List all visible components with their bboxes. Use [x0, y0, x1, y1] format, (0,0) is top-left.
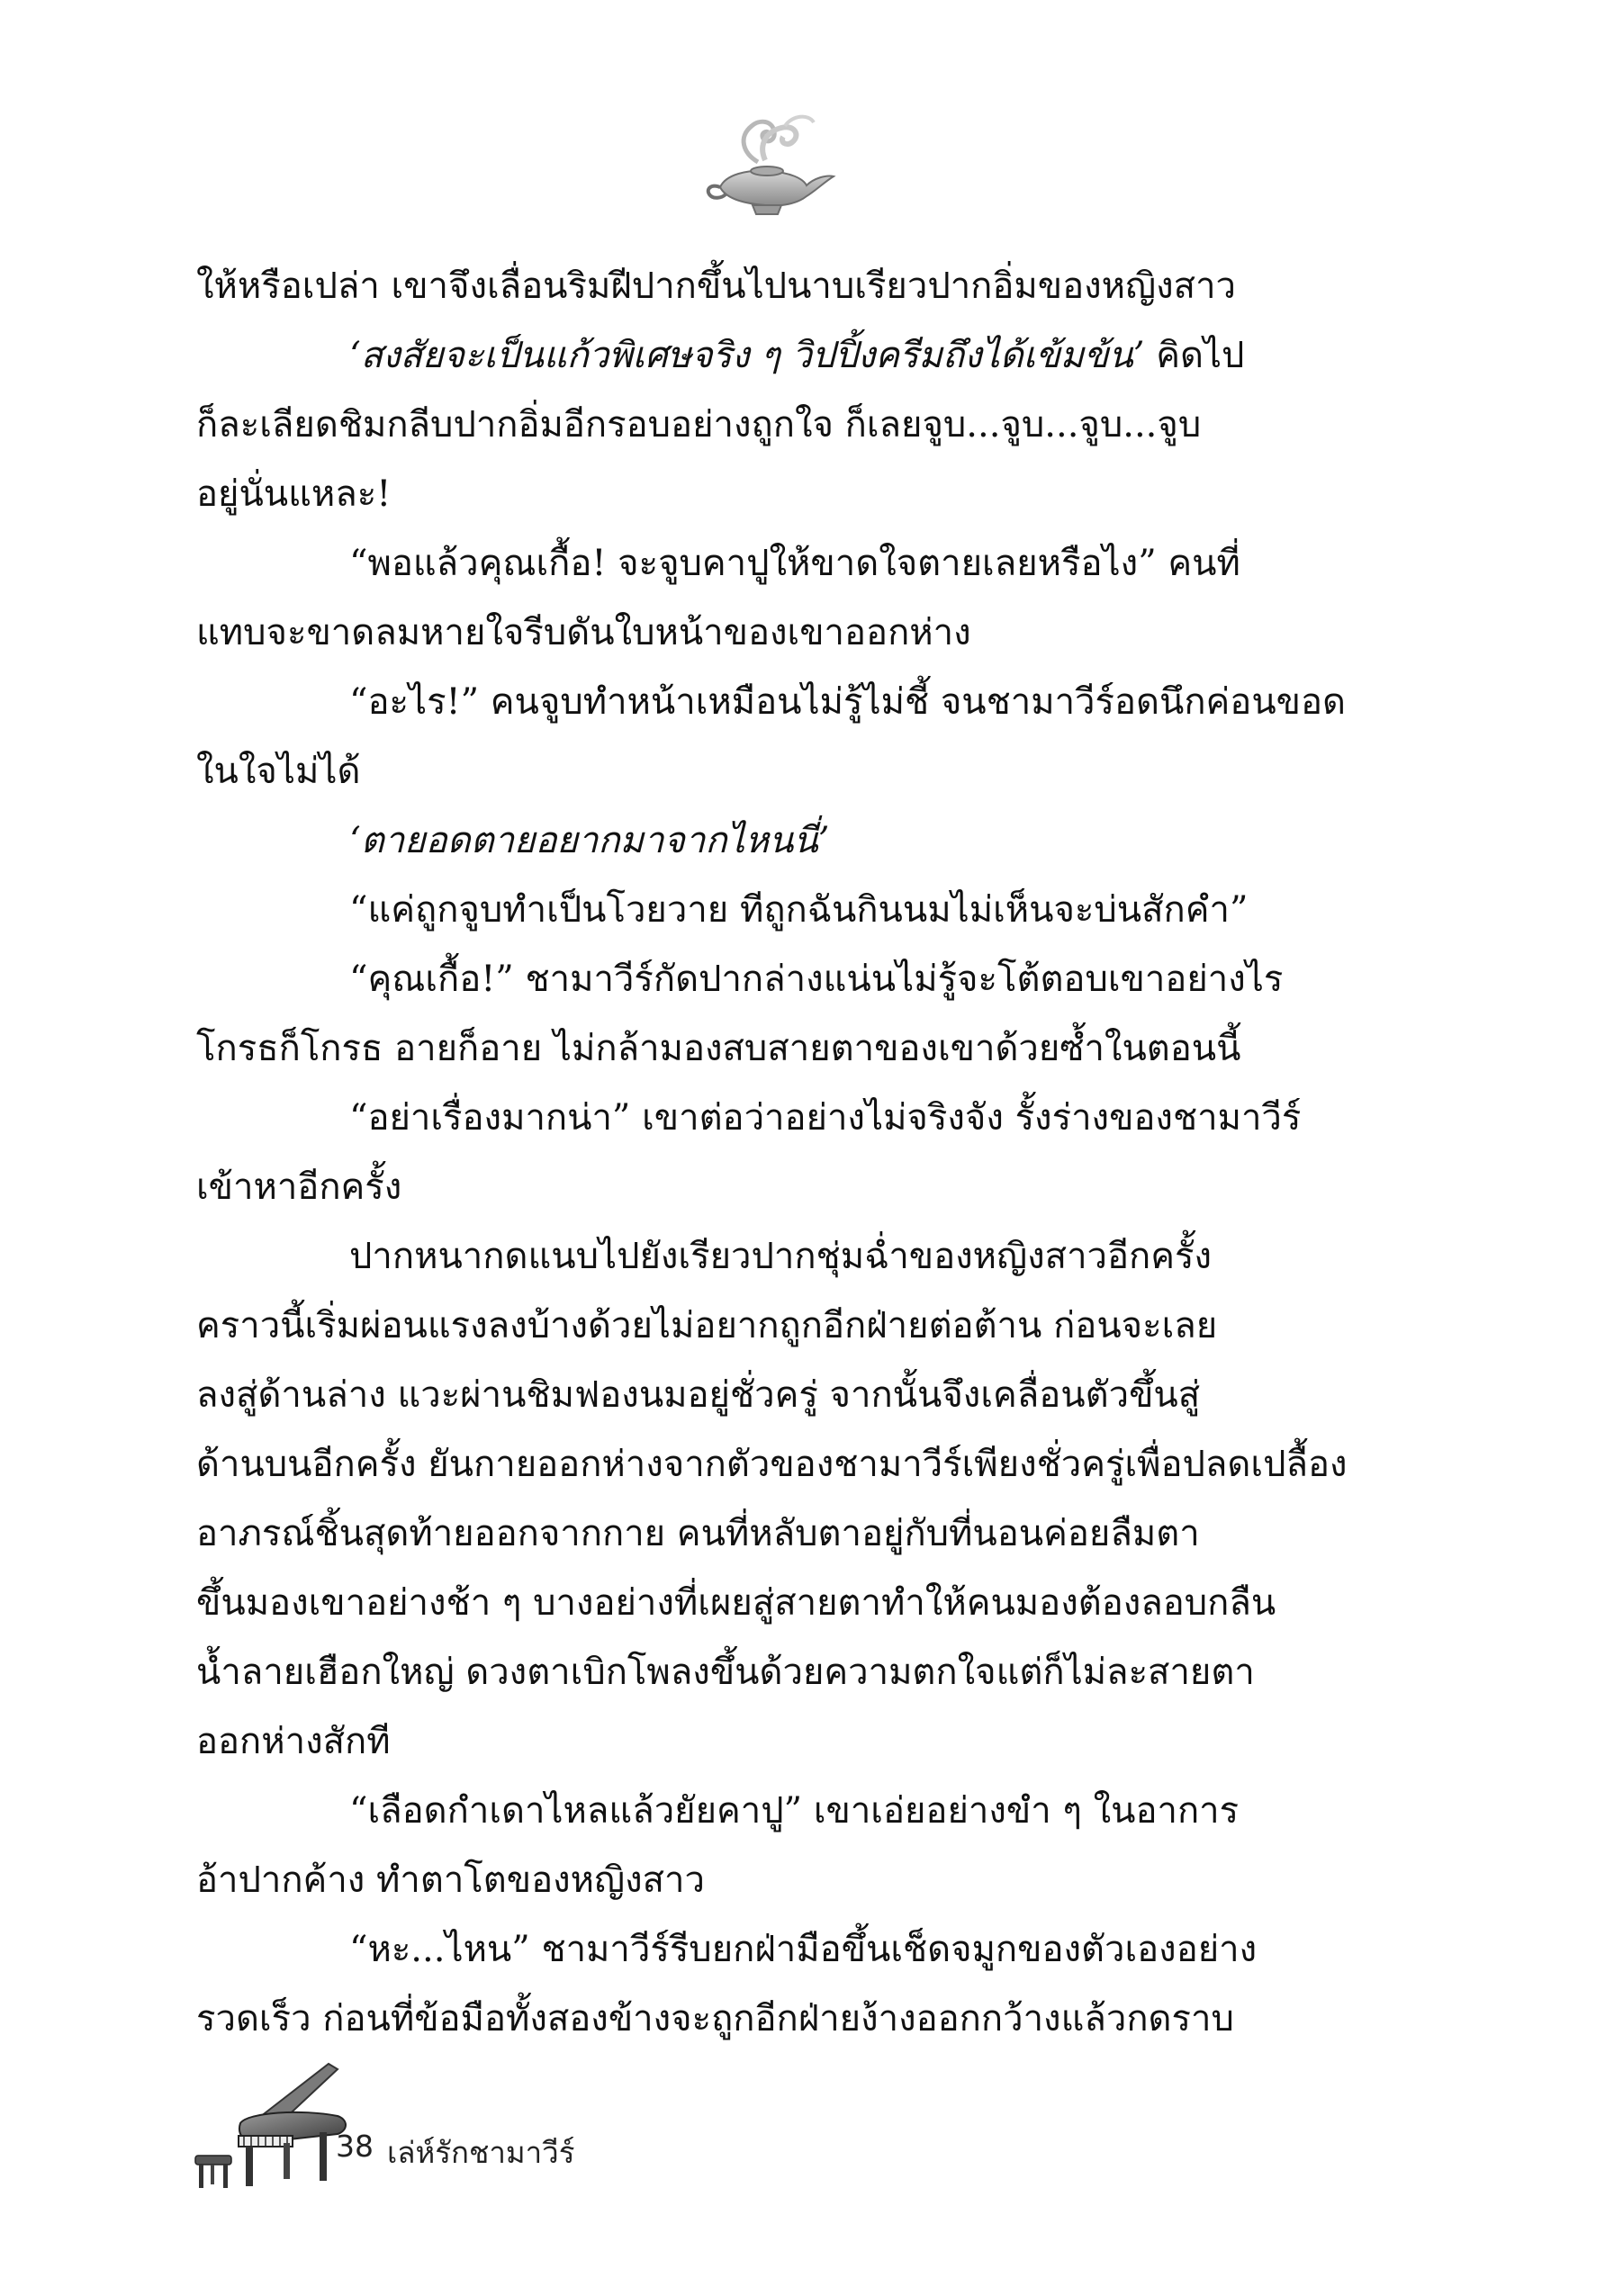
italic-thought: ‘สงสัยจะเป็นแก้วพิเศษจริง ๆ วิปปิ้งครีมถึงได้เข้มข้น’: [349, 335, 1145, 376]
text-line: “คุณเกื้อ!” ชามาวีร์กัดปากล่างแน่นไม่รู้จะโต้ตอบเขาอย่างไร: [349, 959, 1284, 1000]
text-line: อ้าปากค้าง ทำตาโตของหญิงสาว: [196, 1859, 705, 1901]
piano-icon: [194, 2057, 351, 2192]
text-line: คราวนี้เริ่มผ่อนแรงลงบ้างด้วยไม่อยากถูกอีกฝ่ายต่อต้าน ก่อนจะเลย: [196, 1305, 1218, 1346]
text-line: ให้หรือเปล่า เขาจึงเลื่อนริมฝีปากขึ้นไปนาบเรียวปากอิ่มของหญิงสาว: [196, 266, 1236, 307]
text-line: ขึ้นมองเขาอย่างช้า ๆ บางอย่างที่เผยสู่สายตาทำให้คนมองต้องลอบกลืน: [196, 1582, 1276, 1624]
book-title: เล่ห์รักชามาวีร์: [387, 2135, 575, 2170]
text-line: ออกห่างสักที: [196, 1721, 391, 1762]
text-line: ในใจไม่ได้: [196, 751, 361, 792]
text-line: “พอแล้วคุณเกื้อ! จะจูบคาปูให้ขาดใจตายเลยหรือไง” คนที่: [349, 543, 1240, 584]
text-line: น้ำลายเฮือกใหญ่ ดวงตาเบิกโพลงขึ้นด้วยความตกใจแต่ก็ไม่ละสายตา: [196, 1652, 1255, 1693]
text-line: ลงสู่ด้านล่าง แวะผ่านชิมฟองนมอยู่ชั่วครู่ จากนั้นจึงเคลื่อนตัวขึ้นสู่: [196, 1374, 1201, 1416]
text-line: “เลือดกำเดาไหลแล้วยัยคาปู” เขาเอ่ยอย่างขำ ๆ ในอาการ: [349, 1790, 1240, 1832]
text-line: [196, 321, 1330, 391]
text-line: “อย่าเรื่องมากน่า” เขาต่อว่าอย่างไม่จริงจัง รั้งร่างของชามาวีร์: [349, 1097, 1302, 1139]
text-line: “หะ...ไหน” ชามาวีร์รีบยกฝ่ามือขึ้นเช็ดจมูกของตัวเองอย่าง: [349, 1929, 1258, 1970]
text-span: คิดไป: [1144, 335, 1245, 376]
text-line: อยู่นั่นแหละ!: [196, 473, 392, 515]
page-footer: [194, 2057, 824, 2201]
text-line: โกรธก็โกรธ อายก็อาย ไม่กล้ามองสบสายตาของเขาด้วยซ้ำในตอนนี้: [196, 1028, 1241, 1069]
text-line: “อะไร!” คนจูบทำหน้าเหมือนไม่รู้ไม่ชี้ จนชามาวีร์อดนึกค่อนขอด: [349, 681, 1347, 723]
text-line: แทบจะขาดลมหายใจรีบดันใบหน้าของเขาออกห่าง: [196, 612, 971, 653]
text-line: รวดเร็ว ก่อนที่ข้อมือทั้งสองข้างจะถูกอีกฝ่ายง้างออกกว้างแล้วกดราบ: [196, 1998, 1234, 2039]
genie-lamp-icon: [702, 108, 837, 225]
text-line: ด้านบนอีกครั้ง ยันกายออกห่างจากตัวของชามาวีร์เพียงชั่วครู่เพื่อปลดเปลื้อง: [196, 1444, 1348, 1485]
page-number: 38: [336, 2129, 374, 2164]
italic-thought: ‘ตายอดตายอยากมาจากไหนนี่’: [349, 820, 830, 861]
text-line: ก็ละเลียดชิมกลีบปากอิ่มอีกรอบอย่างถูกใจ ก็เลยจูบ...จูบ...จูบ...จูบ: [196, 404, 1202, 446]
text-line: ปากหนากดแนบไปยังเรียวปากชุ่มฉ่ำของหญิงสาวอีกครั้ง: [349, 1236, 1213, 1277]
text-line: อาภรณ์ชิ้นสุดท้ายออกจากกาย คนที่หลับตาอยู่กับที่นอนค่อยลืมตา: [196, 1513, 1200, 1554]
text-line: “แค่ถูกจูบทำเป็นโวยวาย ทีถูกฉันกินนมไม่เห็นจะบ่นสักคำ”: [349, 889, 1249, 931]
page-body: [196, 252, 1348, 2054]
text-line: เข้าหาอีกครั้ง: [196, 1166, 402, 1208]
